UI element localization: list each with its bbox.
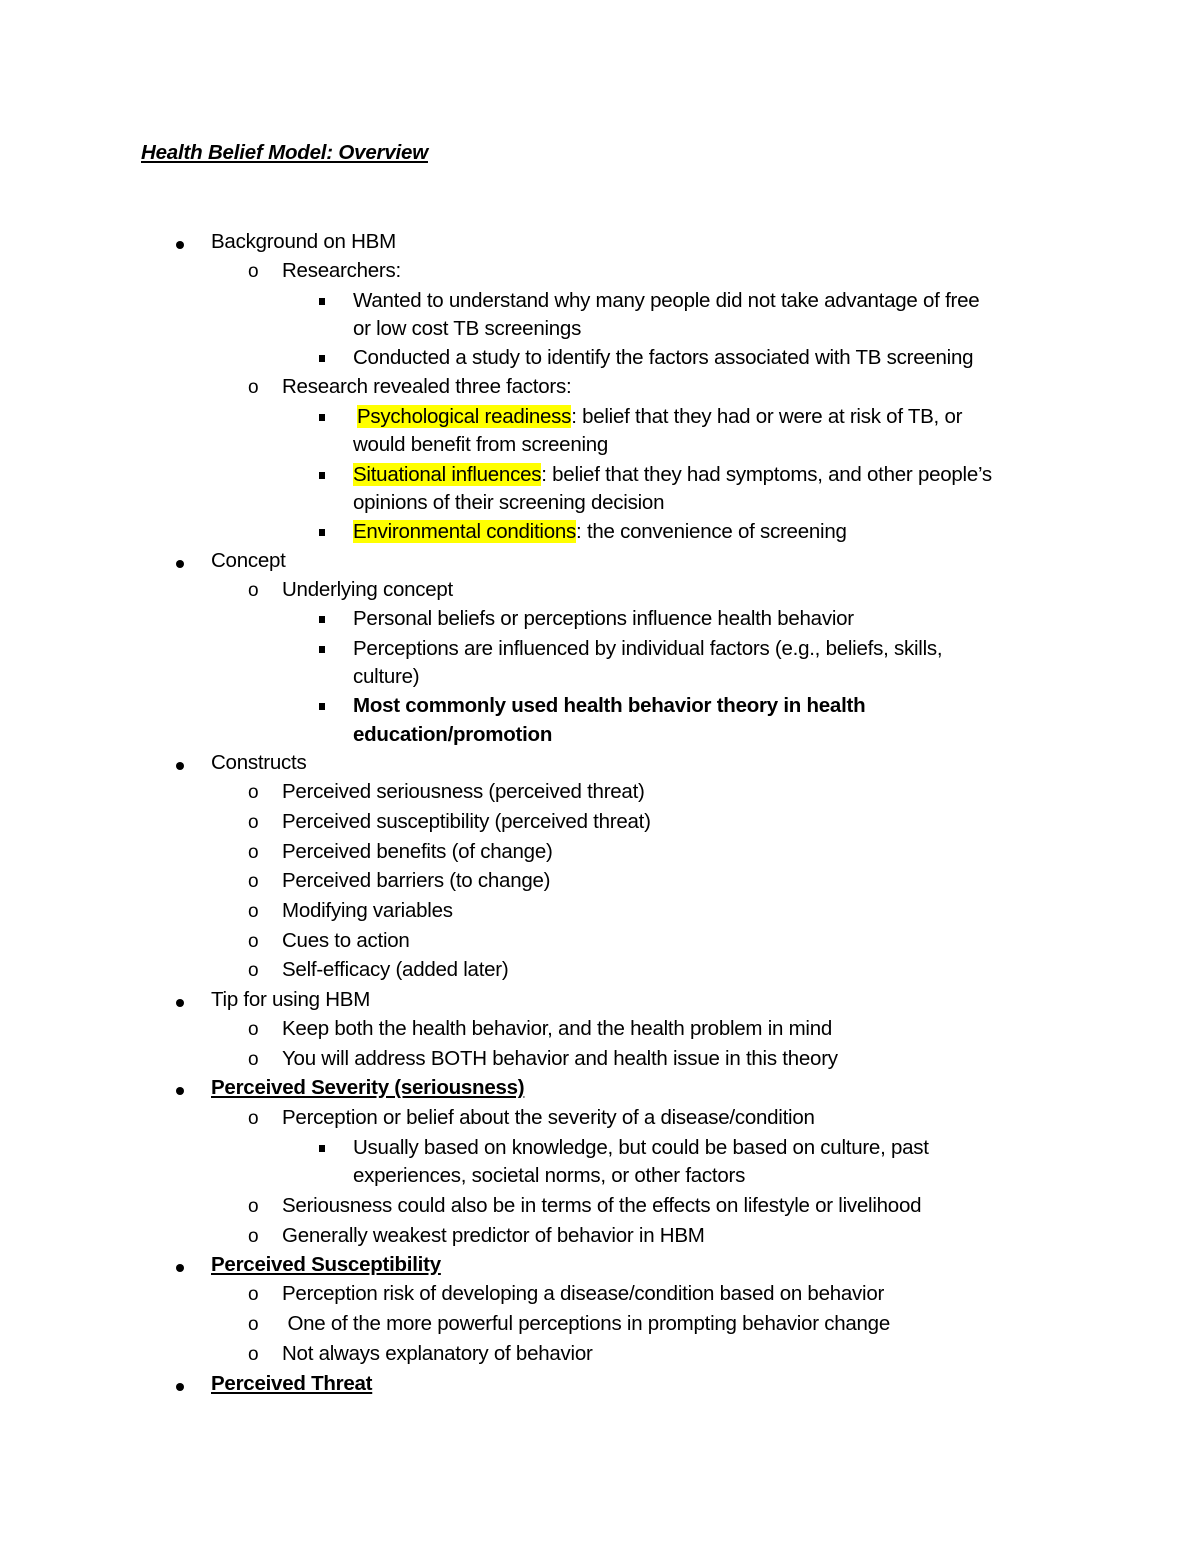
list-item: Seriousness could also be in terms of the effects on lifestyle or livelihood bbox=[282, 1194, 922, 1217]
list-item: Perception risk of developing a disease/condition based on behavior bbox=[282, 1282, 885, 1305]
circle-bullet-icon: o bbox=[248, 960, 259, 981]
list-item: Researchers: bbox=[282, 259, 401, 282]
list-item: Personal beliefs or perceptions influence health behavior bbox=[353, 607, 854, 630]
term-definition: : the convenience of screening bbox=[576, 520, 847, 543]
list-item-continuation: culture) bbox=[353, 665, 420, 688]
list-item: Conducted a study to identify the factors associated with TB screening bbox=[353, 346, 974, 369]
circle-bullet-icon: o bbox=[248, 901, 259, 922]
list-item: Keep both the health behavior, and the health problem in mind bbox=[282, 1017, 833, 1040]
list-item: Cues to action bbox=[282, 929, 410, 952]
term-definition: : belief that they had or were at risk of TB, or bbox=[571, 405, 963, 428]
section-heading-severity: Perceived Severity (seriousness) bbox=[211, 1076, 525, 1099]
list-item: Perceived barriers (to change) bbox=[282, 869, 551, 892]
circle-bullet-icon: o bbox=[248, 1049, 259, 1070]
list-item: You will address BOTH behavior and health issue in this theory bbox=[282, 1047, 838, 1070]
section-heading-constructs: Constructs bbox=[211, 751, 307, 774]
highlighted-term: Psychological readiness bbox=[357, 405, 572, 428]
term-definition: : belief that they had symptoms, and other people’s bbox=[541, 463, 992, 486]
circle-bullet-icon: o bbox=[248, 1196, 259, 1217]
list-item: Self-efficacy (added later) bbox=[282, 958, 509, 981]
page-title: Health Belief Model: Overview bbox=[141, 141, 428, 164]
list-item bbox=[353, 517, 847, 547]
highlighted-term: Environmental conditions bbox=[353, 520, 577, 543]
list-item-continuation: experiences, societal norms, or other factors bbox=[353, 1164, 746, 1187]
circle-bullet-icon: o bbox=[248, 931, 259, 952]
list-item: Perceptions are influenced by individual factors (e.g., beliefs, skills, bbox=[353, 637, 943, 660]
circle-bullet-icon: o bbox=[248, 1226, 259, 1247]
list-item: Modifying variables bbox=[282, 899, 453, 922]
list-item-bold: Most commonly used health behavior theory in health bbox=[353, 694, 866, 717]
circle-bullet-icon: o bbox=[248, 871, 259, 892]
list-item: Wanted to understand why many people did not take advantage of free bbox=[353, 289, 980, 312]
list-item-continuation: education/promotion bbox=[353, 723, 553, 746]
list-item: Generally weakest predictor of behavior in HBM bbox=[282, 1224, 705, 1247]
circle-bullet-icon: o bbox=[248, 1314, 259, 1335]
list-item-continuation: would benefit from screening bbox=[353, 433, 609, 456]
list-item: Perception or belief about the severity of a disease/condition bbox=[282, 1106, 815, 1129]
circle-bullet-icon: o bbox=[248, 1284, 259, 1305]
list-item: Perceived benefits (of change) bbox=[282, 840, 553, 863]
list-item: Underlying concept bbox=[282, 578, 453, 601]
circle-bullet-icon: o bbox=[248, 1019, 259, 1040]
list-item: One of the more powerful perceptions in prompting behavior change bbox=[282, 1312, 890, 1335]
section-heading-tip: Tip for using HBM bbox=[211, 988, 371, 1011]
list-item bbox=[357, 402, 962, 432]
circle-bullet-icon: o bbox=[248, 1108, 259, 1129]
list-item: Usually based on knowledge, but could be based on culture, past bbox=[353, 1136, 929, 1159]
section-heading-concept: Concept bbox=[211, 549, 286, 572]
circle-bullet-icon: o bbox=[248, 377, 259, 398]
list-item bbox=[353, 460, 992, 490]
list-item: Perceived susceptibility (perceived threat) bbox=[282, 810, 651, 833]
list-item-continuation: or low cost TB screenings bbox=[353, 317, 582, 340]
circle-bullet-icon: o bbox=[248, 842, 259, 863]
section-heading-susceptibility: Perceived Susceptibility bbox=[211, 1253, 441, 1276]
circle-bullet-icon: o bbox=[248, 261, 259, 282]
highlighted-term: Situational influences bbox=[353, 463, 542, 486]
circle-bullet-icon: o bbox=[248, 580, 259, 601]
list-item: Research revealed three factors: bbox=[282, 375, 572, 398]
list-item: Not always explanatory of behavior bbox=[282, 1342, 593, 1365]
circle-bullet-icon: o bbox=[248, 782, 259, 803]
list-item-continuation: opinions of their screening decision bbox=[353, 491, 665, 514]
list-item: Perceived seriousness (perceived threat) bbox=[282, 780, 645, 803]
section-heading-threat: Perceived Threat bbox=[211, 1372, 373, 1395]
circle-bullet-icon: o bbox=[248, 812, 259, 833]
section-heading-background: Background on HBM bbox=[211, 230, 396, 253]
circle-bullet-icon: o bbox=[248, 1344, 259, 1365]
